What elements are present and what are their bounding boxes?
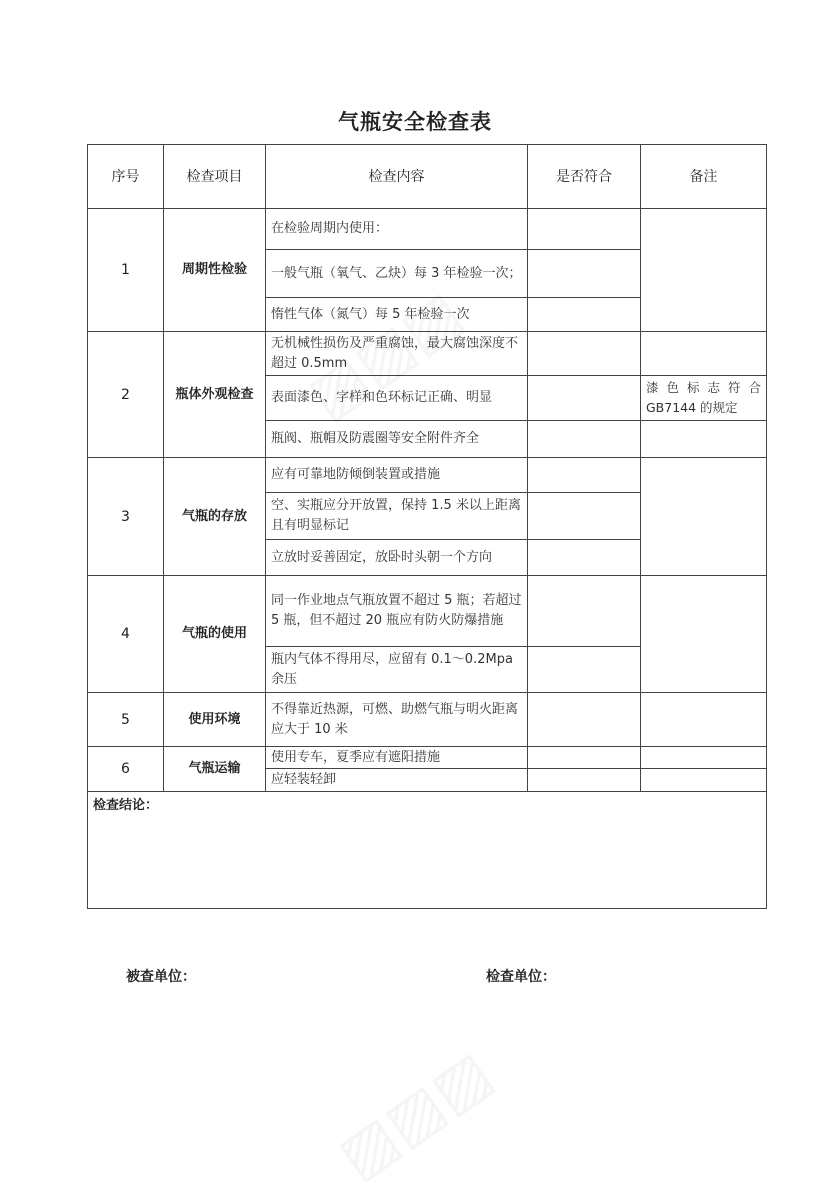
remark-cell[interactable] — [641, 332, 767, 376]
compliant-cell[interactable] — [528, 376, 641, 421]
compliant-cell[interactable] — [528, 769, 641, 792]
content-cell: 在检验周期内使用： — [266, 209, 528, 250]
content-cell: 无机械性损伤及严重腐蚀，最大腐蚀深度不超过 0.5mm — [266, 332, 528, 376]
compliant-cell[interactable] — [528, 693, 641, 747]
content-cell: 不得靠近热源，可燃、助燃气瓶与明火距离应大于 10 米 — [266, 693, 528, 747]
section-item: 气瓶的使用 — [164, 576, 266, 693]
remark-cell[interactable] — [641, 421, 767, 458]
remark-cell[interactable] — [641, 458, 767, 576]
table-row — [88, 576, 767, 647]
compliant-cell[interactable] — [528, 332, 641, 376]
compliant-cell[interactable] — [528, 493, 641, 540]
inspection-table — [87, 144, 767, 909]
compliant-cell[interactable] — [528, 209, 641, 250]
remark-cell[interactable] — [641, 576, 767, 693]
content-cell: 表面漆色、字样和色环标记正确、明显 — [266, 376, 528, 421]
compliant-cell[interactable] — [528, 540, 641, 576]
header-content: 检查内容 — [266, 145, 528, 209]
inspected-unit-label: 被查单位： — [126, 969, 196, 985]
content-cell: 空、实瓶应分开放置，保持 1.5 米以上距离且有明显标记 — [266, 493, 528, 540]
table-row — [88, 693, 767, 747]
conclusion-row — [88, 792, 767, 909]
content-cell: 瓶内气体不得用尽，应留有 0.1～0.2Mpa 余压 — [266, 647, 528, 693]
section-no: 6 — [88, 747, 164, 792]
section-item: 使用环境 — [164, 693, 266, 747]
content-cell: 立放时妥善固定，放卧时头朝一个方向 — [266, 540, 528, 576]
inspecting-unit-label: 检查单位： — [486, 969, 556, 985]
compliant-cell[interactable] — [528, 747, 641, 769]
section-no: 1 — [88, 209, 164, 332]
header-no: 序号 — [88, 145, 164, 209]
compliant-cell[interactable] — [528, 458, 641, 493]
watermark-shape — [325, 1038, 504, 1192]
remark-cell[interactable] — [641, 769, 767, 792]
table-row — [88, 458, 767, 493]
conclusion-label: 检查结论： — [93, 798, 159, 813]
section-item: 瓶体外观检查 — [164, 332, 266, 458]
conclusion-cell[interactable] — [88, 792, 767, 909]
header-compliant: 是否符合 — [528, 145, 641, 209]
table-row — [88, 747, 767, 769]
compliant-cell[interactable] — [528, 298, 641, 332]
remark-cell[interactable]: 漆色标志符合 GB7144 的规定 — [641, 376, 767, 421]
table-row — [88, 209, 767, 250]
section-no: 2 — [88, 332, 164, 458]
remark-cell[interactable] — [641, 209, 767, 332]
compliant-cell[interactable] — [528, 647, 641, 693]
content-cell: 瓶阀、瓶帽及防震圈等安全附件齐全 — [266, 421, 528, 458]
remark-cell[interactable] — [641, 693, 767, 747]
content-cell: 同一作业地点气瓶放置不超过 5 瓶；若超过 5 瓶，但不超过 20 瓶应有防火防爆措施 — [266, 576, 528, 647]
compliant-cell[interactable] — [528, 421, 641, 458]
header-item: 检查项目 — [164, 145, 266, 209]
content-cell: 惰性气体（氮气）每 5 年检验一次 — [266, 298, 528, 332]
remark-cell[interactable] — [641, 747, 767, 769]
section-item: 周期性检验 — [164, 209, 266, 332]
content-cell: 使用专车，夏季应有遮阳措施 — [266, 747, 528, 769]
section-no: 3 — [88, 458, 164, 576]
compliant-cell[interactable] — [528, 576, 641, 647]
section-item: 气瓶的存放 — [164, 458, 266, 576]
header-remark: 备注 — [641, 145, 767, 209]
content-cell: 一般气瓶（氧气、乙炔）每 3 年检验一次； — [266, 250, 528, 298]
content-cell: 应有可靠地防倾倒装置或措施 — [266, 458, 528, 493]
section-item: 气瓶运输 — [164, 747, 266, 792]
header-row — [88, 145, 767, 209]
compliant-cell[interactable] — [528, 250, 641, 298]
table-row — [88, 332, 767, 376]
content-cell: 应轻装轻卸 — [266, 769, 528, 792]
page-title: 气瓶安全检查表 — [338, 110, 492, 134]
section-no: 5 — [88, 693, 164, 747]
section-no: 4 — [88, 576, 164, 693]
